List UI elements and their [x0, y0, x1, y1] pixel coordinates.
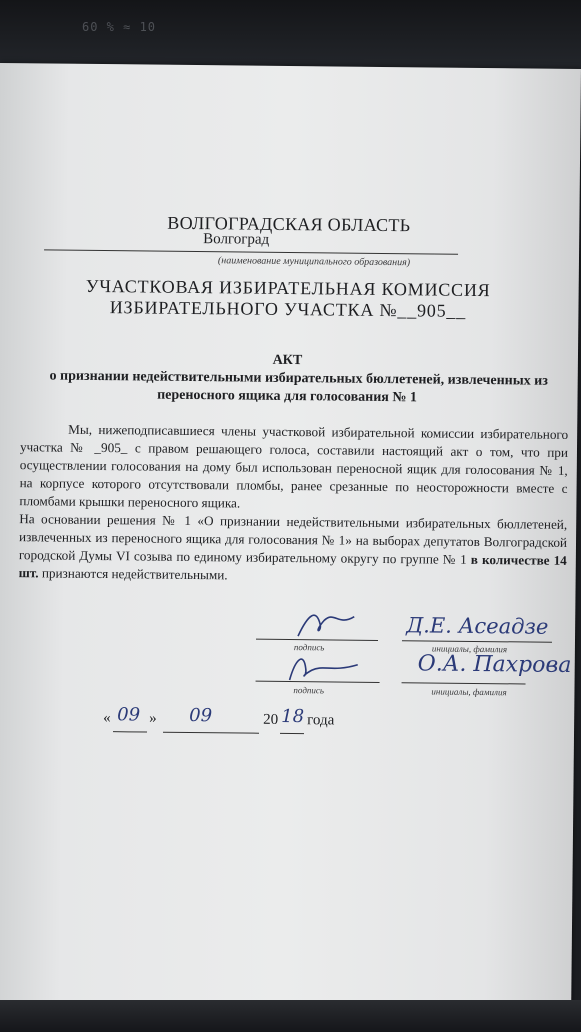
handwritten-name-2: О.А. Пахрова	[417, 651, 572, 678]
act-subtitle-line1: о признании недействительными избирательных бюллетеней, извлеченных из	[49, 368, 548, 389]
handwritten-month: 09	[189, 704, 213, 727]
commission-title-line1: УЧАСТКОВАЯ ИЗБИРАТЕЛЬНАЯ КОМИССИЯ	[85, 275, 491, 301]
date-close-quote: »	[149, 710, 157, 727]
name-caption-1: инициалы, фамилия	[431, 643, 508, 655]
handwritten-signature-1	[294, 606, 364, 649]
handwritten-day: 09	[117, 704, 141, 726]
municipality-name: Волгоград	[203, 231, 270, 248]
year-underline	[280, 732, 304, 734]
signature-caption-2: подпись	[293, 685, 325, 696]
signature-caption-1: подпись	[293, 642, 325, 653]
photo-background-top	[0, 0, 581, 70]
act-subtitle-line2: переносного ящика для голосования № 1	[157, 387, 418, 406]
municipality-caption: (наименование муниципального образования)	[217, 255, 411, 269]
background-device-text: 60 % ≈ 10	[82, 20, 157, 34]
region-heading: ВОЛГОГРАДСКАЯ ОБЛАСТЬ	[167, 212, 411, 236]
handwritten-signature-2	[283, 648, 363, 691]
signature-1-scribble	[294, 606, 364, 643]
document-page	[0, 63, 581, 1009]
ballot-count: в количестве 14 шт.	[18, 551, 567, 581]
year-word: года	[307, 712, 335, 729]
act-body	[19, 420, 569, 588]
date-row	[103, 710, 111, 727]
day-underline	[113, 730, 147, 732]
handwritten-year: 18	[281, 705, 305, 728]
paragraph-2-end: признаются недействительными.	[38, 565, 228, 583]
paragraph-2-start: На основании решения № 1 «О признании недействительными избирательных бюллетеней, извлеченных из переносного ящика для голосования № 1» на выборах депутатов Волгоградской городской Думы VI созыва по единому избирательному округу по группе № 1	[18, 511, 568, 567]
year-prefix: 20	[263, 711, 279, 728]
body-paragraph-1: Мы, нижеподписавшиеся члены участковой избирательной комиссии избирательного участка № _905_ с правом решающего голоса, составили настоящий акт о том, что при осуществлении голосования на дому был использован переносной ящик для голосования № 1, на корпусе которого отсутствовали пломбы, ранее срезанные по неосторожности вместе с пломбами крышки переносного ящика.	[19, 421, 569, 511]
commission-title-line2: ИЗБИРАТЕЛЬНОГО УЧАСТКА №__905__	[109, 297, 467, 321]
name-caption-2: инициалы, фамилия	[431, 686, 507, 698]
month-underline	[163, 731, 259, 734]
act-title: АКТ	[272, 352, 303, 369]
photo-background-bottom	[0, 1000, 581, 1032]
name-line-1	[402, 639, 552, 643]
signature-2-scribble	[284, 648, 364, 687]
date-open-quote: «	[103, 710, 111, 727]
handwritten-name-1: Д.Е. Асеадзе	[406, 613, 549, 639]
body-paragraph-2	[19, 510, 568, 588]
name-line-2	[402, 681, 526, 684]
